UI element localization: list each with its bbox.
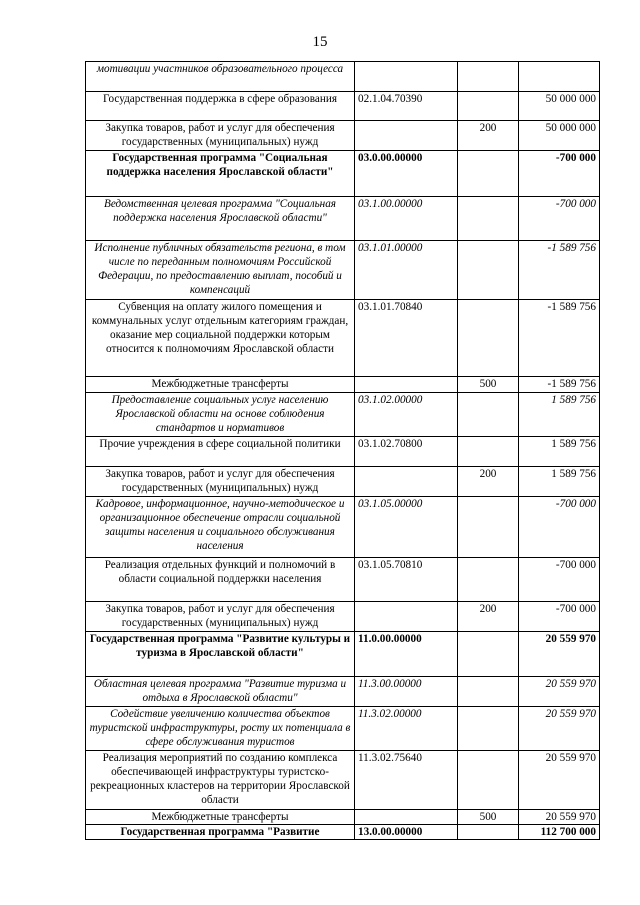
row-sum: -1 589 756 xyxy=(519,377,600,393)
row-code: 03.1.01.70840 xyxy=(355,300,458,377)
table-row xyxy=(86,393,600,437)
table-row xyxy=(86,467,600,497)
row-name: Закупка товаров, работ и услуг для обеспечения государственных (муниципальных) нужд xyxy=(86,602,355,632)
row-code: 11.3.02.00000 xyxy=(355,707,458,751)
row-name: Кадровое, информационное, научно-методическое и организационное обеспечение отрасли социальной защиты населения и социального обслуживания населения xyxy=(86,497,355,558)
row-expense-type: 200 xyxy=(458,602,519,632)
row-sum xyxy=(519,62,600,92)
row-expense-type xyxy=(458,707,519,751)
row-name: Государственная программа "Развитие культуры и туризма в Ярославской области" xyxy=(86,632,355,677)
row-code: 02.1.04.70390 xyxy=(355,92,458,121)
row-name: Предоставление социальных услуг населению Ярославской области на основе соблюдения стандартов и нормативов xyxy=(86,393,355,437)
row-name: Реализация мероприятий по созданию комплекса обеспечивающей инфраструктуры туристско-рекреационных кластеров на территории Ярославской области xyxy=(86,751,355,810)
row-code xyxy=(355,121,458,151)
row-sum: 50 000 000 xyxy=(519,92,600,121)
table-row xyxy=(86,121,600,151)
row-sum: -700 000 xyxy=(519,558,600,602)
row-name: Субвенция на оплату жилого помещения и коммунальных услуг отдельным категориям граждан, оказание мер социальной поддержки которым относится к полномочиям Ярославской области xyxy=(86,300,355,377)
row-code: 03.0.00.00000 xyxy=(355,151,458,197)
row-code: 11.0.00.00000 xyxy=(355,632,458,677)
table-row xyxy=(86,241,600,300)
row-code: 11.3.00.00000 xyxy=(355,677,458,707)
table-row xyxy=(86,197,600,241)
row-sum: 50 000 000 xyxy=(519,121,600,151)
row-expense-type xyxy=(458,677,519,707)
row-name: Областная целевая программа "Развитие туризма и отдыха в Ярославской области" xyxy=(86,677,355,707)
table-row xyxy=(86,62,600,92)
table-row xyxy=(86,497,600,558)
row-name: мотивации участников образовательного процесса xyxy=(86,62,355,92)
row-code xyxy=(355,62,458,92)
row-expense-type: 200 xyxy=(458,121,519,151)
row-code: 13.0.00.00000 xyxy=(355,825,458,840)
row-code: 03.1.05.00000 xyxy=(355,497,458,558)
row-expense-type xyxy=(458,825,519,840)
row-code xyxy=(355,377,458,393)
budget-table xyxy=(85,61,600,840)
row-sum: 1 589 756 xyxy=(519,393,600,437)
row-code: 03.1.00.00000 xyxy=(355,197,458,241)
row-expense-type xyxy=(458,197,519,241)
row-expense-type xyxy=(458,632,519,677)
row-sum: 20 559 970 xyxy=(519,751,600,810)
row-sum: -700 000 xyxy=(519,602,600,632)
budget-table-body xyxy=(86,62,600,840)
row-name: Закупка товаров, работ и услуг для обеспечения государственных (муниципальных) нужд xyxy=(86,121,355,151)
row-sum: 20 559 970 xyxy=(519,810,600,825)
row-expense-type xyxy=(458,92,519,121)
row-name: Государственная программа "Развитие xyxy=(86,825,355,840)
row-expense-type xyxy=(458,241,519,300)
table-row xyxy=(86,707,600,751)
row-sum: 20 559 970 xyxy=(519,632,600,677)
table-row xyxy=(86,677,600,707)
row-name: Закупка товаров, работ и услуг для обеспечения государственных (муниципальных) нужд xyxy=(86,467,355,497)
row-sum: -1 589 756 xyxy=(519,300,600,377)
row-expense-type: 500 xyxy=(458,377,519,393)
table-row xyxy=(86,437,600,467)
row-name: Исполнение публичных обязательств региона, в том числе по переданным полномочиям Российской Федерации, по предоставлению выплат, пособий и компенсаций xyxy=(86,241,355,300)
table-row xyxy=(86,751,600,810)
row-name: Межбюджетные трансферты xyxy=(86,377,355,393)
row-code: 03.1.01.00000 xyxy=(355,241,458,300)
row-code: 03.1.02.00000 xyxy=(355,393,458,437)
row-code: 03.1.02.70800 xyxy=(355,437,458,467)
row-sum: 112 700 000 xyxy=(519,825,600,840)
table-row xyxy=(86,300,600,377)
row-name: Прочие учреждения в сфере социальной политики xyxy=(86,437,355,467)
row-expense-type xyxy=(458,151,519,197)
row-name: Межбюджетные трансферты xyxy=(86,810,355,825)
table-row xyxy=(86,151,600,197)
row-expense-type xyxy=(458,497,519,558)
row-name: Реализация отдельных функций и полномочий в области социальной поддержки населения xyxy=(86,558,355,602)
row-sum: -1 589 756 xyxy=(519,241,600,300)
table-row xyxy=(86,602,600,632)
row-expense-type xyxy=(458,751,519,810)
row-expense-type xyxy=(458,62,519,92)
row-expense-type xyxy=(458,393,519,437)
table-row xyxy=(86,377,600,393)
row-code xyxy=(355,810,458,825)
row-code: 11.3.02.75640 xyxy=(355,751,458,810)
table-row xyxy=(86,810,600,825)
row-expense-type xyxy=(458,558,519,602)
table-row xyxy=(86,558,600,602)
row-sum: -700 000 xyxy=(519,151,600,197)
row-sum: 1 589 756 xyxy=(519,467,600,497)
row-sum: -700 000 xyxy=(519,497,600,558)
row-code xyxy=(355,467,458,497)
table-row xyxy=(86,825,600,840)
row-name: Содействие увеличению количества объектов туристской инфраструктуры, росту их потенциала в сфере обслуживания туристов xyxy=(86,707,355,751)
row-sum: 20 559 970 xyxy=(519,707,600,751)
row-name: Государственная программа "Социальная поддержка населения Ярославской области" xyxy=(86,151,355,197)
row-name: Государственная поддержка в сфере образования xyxy=(86,92,355,121)
row-sum: 1 589 756 xyxy=(519,437,600,467)
row-name: Ведомственная целевая программа "Социальная поддержка населения Ярославской области" xyxy=(86,197,355,241)
row-code xyxy=(355,602,458,632)
page-number: 15 xyxy=(312,34,328,50)
table-row xyxy=(86,92,600,121)
row-sum: 20 559 970 xyxy=(519,677,600,707)
row-expense-type xyxy=(458,437,519,467)
row-code: 03.1.05.70810 xyxy=(355,558,458,602)
row-expense-type: 500 xyxy=(458,810,519,825)
row-expense-type xyxy=(458,300,519,377)
table-row xyxy=(86,632,600,677)
row-sum: -700 000 xyxy=(519,197,600,241)
row-expense-type: 200 xyxy=(458,467,519,497)
